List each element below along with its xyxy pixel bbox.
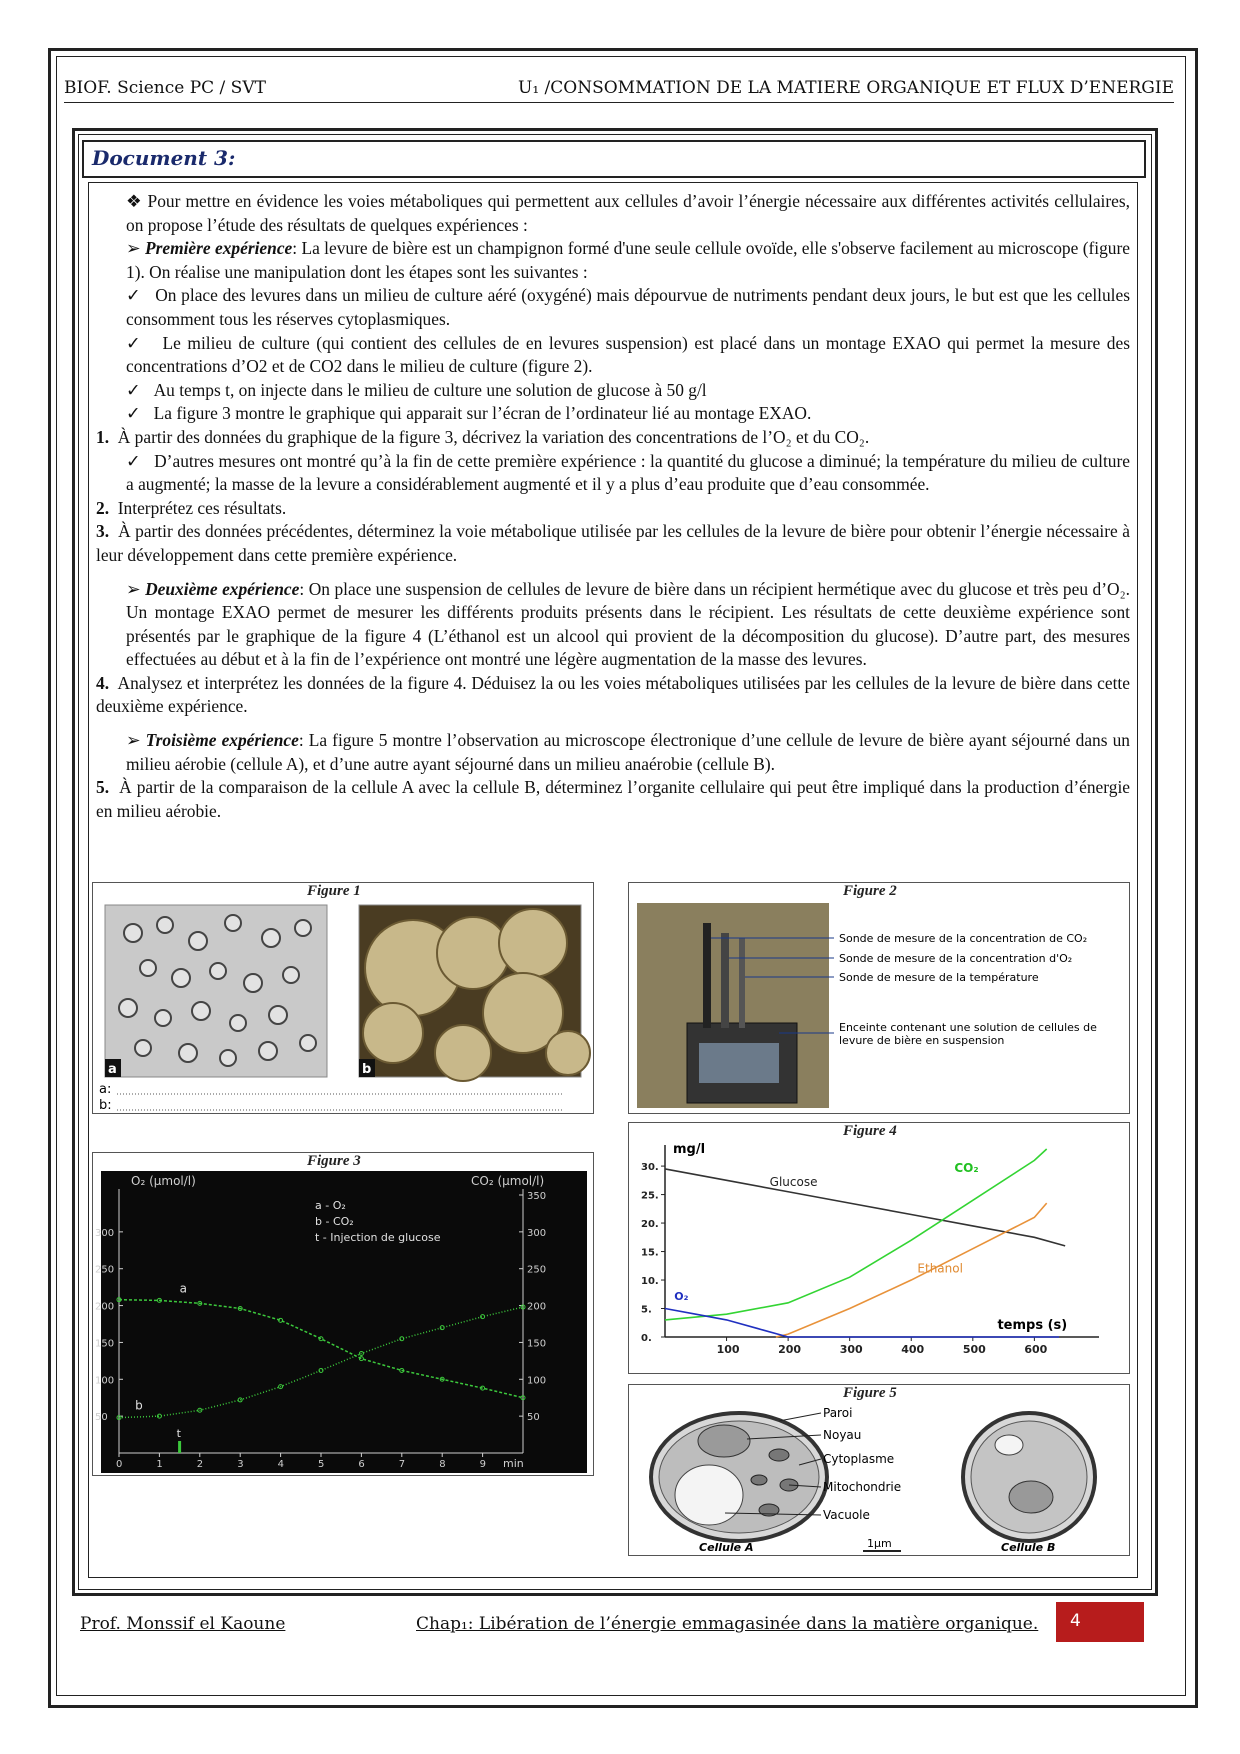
figure-2-label-o2: Sonde de mesure de la concentration d'O₂ [839,952,1073,965]
figure-3-x-tick-label: 1 [156,1459,163,1470]
question-4 [96,672,1130,719]
document-title-bar [82,140,1146,178]
exp1-text: : La levure de bière est un champignon formé d'une seule cellule ovoïde, elle s'observe facilement au microscope (figure 1). On réalise une manipulation dont les étapes sont les suivantes : [126,238,1131,282]
question-2-text: Interprétez ces résultats. [117,497,287,518]
figure-3-curve-b-label: b [135,1398,143,1413]
figure-4-x-unit: temps (s) [997,1318,1068,1333]
figure-2-setup [629,883,1129,1113]
figure-4-x-tick-label: 300 [839,1343,863,1356]
figure-5-label-cytoplasm: Cytoplasme [823,1452,895,1466]
cell-b-vacuole [995,1435,1023,1455]
cell-a-mitochondrion-1 [769,1449,789,1461]
figure-3-y-right-tick-label: 300 [527,1227,547,1239]
figure-1-label-a: a [108,1062,117,1077]
cell-a-nucleus [698,1425,750,1457]
exp1-step3: ✓ Au temps t, on injecte dans le milieu de culture une solution de glucose à 50 g/l [126,379,707,400]
question-4-number: 4. [96,672,110,693]
figure-5-cell-a-label: Cellule A [699,1541,754,1554]
document-title: Document 3: [92,146,236,170]
exao-probe-1 [703,923,711,1028]
figure-4-x-tick-label: 200 [778,1343,802,1356]
figure-4-glucose-label: Glucose [769,1175,818,1190]
figure-4-x-tick-label: 400 [901,1343,925,1356]
figure-3-x-tick-label: 7 [398,1459,406,1470]
exp1-step3-text: Au temps t, on injecte dans le milieu de culture une solution de glucose à 50 g/l [153,379,707,400]
cell-b-nucleus [1009,1481,1053,1513]
figure-3-y-right-tick-label: 50 [527,1412,540,1424]
exp1-paragraph: ➢ Première expérience: La levure de bière est un champignon formé d'une seule cellule ovoïde, elle s'observe facilement au microscope (figure 1). On réalise une manipulation dont les étapes sont les suivantes : [126,238,1131,282]
figure-2 [628,882,1130,1114]
question-3-text: À partir des données précédentes, déterminez la voie métabolique utilisée par les cellules de la levure de bière pour obtenir l’énergie nécessaire à leur développement dans cette première expérience. [96,521,1131,565]
figure-2-label-co2: Sonde de mesure de la concentration de CO₂ [839,932,1088,945]
figure-2-label-enclosure-2: levure de bière en suspension [839,1034,1005,1047]
figure-3-chart [93,1153,593,1475]
figure-4 [628,1122,1130,1374]
exp1-step5: ✓ D’autres mesures ont montré qu’à la fin de cette première expérience : la quantité du glucose a diminué; la température du milieu de culture a augmenté; la masse de la levure a considérablement augmenté et il y a plus d’eau produite que d’eau consommée. [126,450,1130,495]
figure-3-x-tick-label: 0 [116,1459,123,1470]
exp1-step4-text: La figure 3 montre le graphique qui apparait sur l’écran de l’ordinateur lié au montage EXAO. [153,403,812,424]
figure-4-x-tick-label: 500 [962,1343,986,1356]
exp1-step1-text: On place des levures dans un milieu de culture aéré (oxygéné) mais dépourvue de nutriments pendant deux jours, le but est que les cellules consomment tous les réserves cytoplasmiques. [126,285,1131,329]
figure-4-glucose-line [665,1169,1065,1246]
cell-a-mitochondrion-4 [751,1475,767,1485]
figure-4-ethanol-line [776,1203,1047,1337]
figure-3-curve-a-label: a [179,1281,187,1296]
figure-1-micrographs [93,883,593,1113]
exp1-step2-text: Le milieu de culture (qui contient des cellules de en levures suspension) est placé dans un montage EXAO qui permet la mesure des concentrations d’O2 et de CO2 dans le milieu de culture (figure 2). [126,332,1130,377]
figure-1-answer-b: b: [99,1098,112,1113]
figure-3-y-left-tick-label: 250 [95,1264,115,1276]
figure-4-y-tick-label: 30. [641,1162,659,1174]
footer-chapter: Chap₁: Libération de l’énergie emmagasinée dans la matière organique. [416,1614,1039,1634]
figure-3-caption: Figure 3 [307,1153,361,1169]
exp1-step5-text: D’autres mesures ont montré qu’à la fin de cette première expérience : la quantité du glucose a diminué; la température du milieu de culture a augmenté; la masse de la levure a considérablement augmenté et il y a plus d’eau produite que d’eau consommée. [126,450,1130,495]
figure-2-caption: Figure 2 [843,883,897,899]
figure-4-x-tick-label: 100 [716,1343,740,1356]
figure-3-x-unit: min [503,1457,524,1470]
figure-3-x-tick-label: 4 [277,1459,284,1470]
figure-4-y-unit: mg/l [673,1142,706,1157]
question-2-number: 2. [96,497,110,518]
figure-4-x-tick-label: 600 [1024,1343,1048,1356]
exao-probe-3 [739,938,745,1028]
figure-3-y-right-tick-label: 150 [527,1338,547,1350]
figure-3-y-left-tick-label: 150 [95,1338,115,1350]
figure-3-x-tick-label: 2 [196,1459,204,1470]
figure-3-x-tick-label: 6 [358,1459,365,1470]
exp2-text: : On place une suspension de cellules de levure de bière dans un récipient hermétique avec du glucose et très peu d’O₂. Un montage EXAO permet de mesurer les différents produits présents dans le récipient. Les résultats de cette deuxième expérience sont présentés par le graphique de la figure 4 (L’éthanol est un alcool qui provient de la décomposition du glucose). D’autre part, des mesures effectuées au début et à la fin de l’expérience ont montré une légère augmentation de la masse des levures. [126,578,1131,670]
figure-5-cells [629,1385,1129,1555]
figure-3-x-tick-label: 5 [318,1459,325,1470]
figure-3-right-axis-label: CO₂ (µmol/l) [471,1174,545,1188]
header-left: BIOF. Science PC / SVT [64,78,266,98]
question-3-number: 3. [96,521,110,542]
figure-5-caption: Figure 5 [843,1385,897,1401]
figure-2-label-enclosure: Enceinte contenant une solution de cellules de [839,1021,1097,1034]
exp3-label: Troisième expérience [145,730,299,751]
exp1-step4: ✓ La figure 3 montre le graphique qui apparait sur l’écran de l’ordinateur lié au montage EXAO. [126,403,812,424]
intro-paragraph: ❖ Pour mettre en évidence les voies métaboliques qui permettent aux cellules d’avoir l’énergie nécessaire aux différentes activités cellulaires, on propose l’étude des résultats de quelques expériences : [126,191,1130,235]
figure-3 [92,1152,594,1476]
figure-4-y-tick-label: 20. [641,1219,659,1231]
question-5 [96,776,1130,823]
question-5-number: 5. [96,777,110,798]
figure-3-x-tick-label: 8 [439,1459,446,1470]
figure-4-y-tick-label: 10. [641,1276,659,1288]
figure-4-chart [629,1123,1129,1373]
figure-3-legend-b: b - CO₂ [315,1215,354,1228]
figure-4-y-tick-label: 25. [641,1190,659,1202]
cell-a-vacuole [675,1465,743,1525]
exp1-label: Première expérience [144,238,293,259]
question-1 [96,426,1130,450]
figure-3-y-right-tick-label: 350 [527,1191,547,1202]
figure-1-label-b: b [362,1062,372,1077]
exp3-text: : La figure 5 montre l’observation au microscope électronique d’une cellule de levure de bière ayant séjourné dans un milieu aérobie (cellule A), et d’une autre ayant séjourné dans un milieu anaérobie (cellule B). [126,730,1130,774]
figure-3-legend-a: a - O₂ [315,1199,346,1212]
figure-3-y-right-tick-label: 250 [527,1264,547,1276]
figure-3-x-tick-label: 9 [479,1459,486,1470]
figure-5-label-nucleus: Noyau [823,1428,862,1442]
figure-1-answer-a: a: [99,1082,112,1097]
figure-2-label-temp: Sonde de mesure de la température [839,971,1039,984]
figure-3-x-tick-label: 3 [237,1459,244,1470]
figure-4-co2-line [665,1149,1047,1320]
figure-5 [628,1384,1130,1556]
figure-4-ethanol-label: Ethanol [917,1261,963,1276]
figure-5-scale: 1µm [867,1537,892,1550]
question-5-text: À partir de la comparaison de la cellule A avec la cellule B, déterminez l’organite cellulaire qui peut être impliqué dans la production d’énergie en milieu aérobie. [96,777,1130,821]
figure-5-label-vacuole: Vacuole [823,1508,870,1522]
figure-3-injection-label: t [176,1427,181,1440]
figure-4-o2-label: O₂ [674,1289,689,1303]
exp3-paragraph: ➢ Troisième expérience: La figure 5 montre l’observation au microscope électronique d’une cellule de levure de bière ayant séjourné dans un milieu aérobie (cellule A), et d’une autre ayant séjourné dans un milieu anaérobie (cellule B). [126,730,1130,774]
figure-3-y-right-tick-label: 100 [527,1375,547,1387]
question-2 [96,497,1130,521]
header-right: U₁ /CONSOMMATION DE LA MATIERE ORGANIQUE ET FLUX D’ENERGIE [518,78,1174,98]
exao-probe-2 [721,933,729,1028]
figure-3-y-left-tick-label: 300 [95,1227,115,1239]
exp1-step1: ✓ On place des levures dans un milieu de culture aéré (oxygéné) mais dépourvue de nutriments pendant deux jours, le but est que les cellules consomment tous les réserves cytoplasmiques. [126,285,1131,329]
figure-3-y-left-tick-label: 200 [95,1301,115,1313]
exp2-paragraph: ➢ Deuxième expérience: On place une suspension de cellules de levure de bière dans un récipient hermétique avec du glucose et très peu d’O₂. Un montage EXAO permet de mesurer les différents produits présents dans le récipient. Les résultats de cette deuxième expérience sont présentés par le graphique de la figure 4 (L’éthanol est un alcool qui provient de la décomposition du glucose). D’autre part, des mesures effectuées au début et à la fin de l’expérience ont montré une légère augmentation de la masse des levures. [126,578,1131,670]
document-text [96,190,1130,823]
page-number: 4 [1070,1611,1081,1631]
figure-4-co2-label: CO₂ [954,1160,979,1175]
figure-4-caption: Figure 4 [843,1123,897,1139]
figure-4-y-tick-label: 15. [641,1247,659,1259]
page-footer [64,1606,1148,1646]
question-3 [96,520,1130,567]
footer-author: Prof. Monssif el Kaoune [80,1614,286,1634]
exao-screen [699,1043,779,1083]
page-number-badge [1056,1602,1144,1642]
question-4-text: Analysez et interprétez les données de la figure 4. Déduisez la ou les voies métaboliques utilisées par les cellules de la levure de bière dans cette deuxième expérience. [96,672,1130,717]
figure-5-cell-b-label: Cellule B [1001,1541,1056,1554]
figure-3-legend-t: t - Injection de glucose [315,1231,441,1244]
figure-5-label-mitochondrion: Mitochondrie [823,1480,902,1494]
figure-4-series [665,1149,1068,1337]
figure-4-y-tick-label: 0. [641,1333,652,1344]
figure-3-y-left-tick-label: 50 [95,1412,108,1424]
exp2-label: Deuxième expérience [145,578,300,599]
figure-3-left-axis-label: O₂ (µmol/l) [131,1174,196,1188]
page-header [64,78,1174,103]
question-1-text: À partir des données du graphique de la figure 3, décrivez la variation des concentrations de l’O₂ et du CO₂. [117,426,870,447]
figure-4-y-tick-label: 5. [641,1304,652,1316]
figure-5-label-wall: Paroi [823,1406,853,1420]
figure-3-y-left-tick-label: 100 [95,1375,115,1387]
figure-1-caption: Figure 1 [307,883,361,899]
cell-b-cytoplasm [971,1421,1087,1533]
figure-3-y-right-tick-label: 200 [527,1301,547,1313]
figure-1 [92,882,594,1114]
exp1-step2: ✓ Le milieu de culture (qui contient des cellules de en levures suspension) est placé dans un montage EXAO qui permet la mesure des concentrations d’O2 et de CO2 dans le milieu de culture (figure 2). [126,332,1130,377]
question-1-number: 1. [96,426,110,447]
